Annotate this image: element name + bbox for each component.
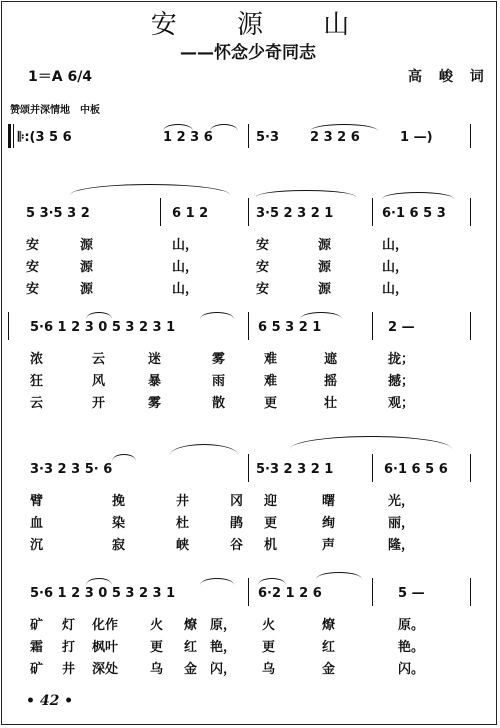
slur	[170, 444, 238, 455]
measure-notes: 3·3 2 3 5· 6	[30, 462, 113, 477]
measure-notes: 3·5 2 3 2 1	[256, 206, 334, 221]
barline	[372, 578, 373, 606]
barline	[470, 312, 471, 340]
barline	[248, 312, 249, 340]
slur	[382, 192, 454, 199]
intro-system	[0, 118, 500, 158]
measure-notes: 6·1 6 5 6	[384, 462, 448, 477]
barline	[470, 454, 471, 482]
slur	[316, 572, 362, 579]
slur	[258, 578, 286, 585]
measure-notes: 5 —	[398, 586, 425, 601]
barline	[372, 454, 373, 482]
barline	[248, 198, 249, 226]
measure-notes: 6·1 6 5 3	[382, 206, 446, 221]
barline	[13, 124, 14, 148]
barline	[470, 198, 471, 226]
intro-measure-5: 1 —)	[400, 130, 433, 145]
intro-measure-2: 1 2 3 6	[163, 130, 213, 145]
measure-notes: 5 3·5 3 2	[26, 206, 90, 221]
intro-measure-4: 2 3 2 6	[310, 130, 360, 145]
slur	[200, 578, 234, 585]
measure-notes: 5·6 1 2 3 0 5 3 2 3 1	[30, 586, 176, 601]
barline	[470, 578, 471, 606]
barline	[8, 312, 9, 340]
measure-notes: 6 1 2	[172, 206, 209, 221]
measure-notes: 5·6 1 2 3 0 5 3 2 3 1	[30, 320, 176, 335]
measure-notes: 6·2 1 2 6	[258, 586, 322, 601]
barline	[470, 124, 471, 148]
slur	[86, 312, 112, 319]
music-system-4: 5·6 1 2 3 0 5 3 2 3 1 6·2 1 2 6 5 — 矿 灯 化作 火 燎 原， 火 燎 原。 霜 打 枫叶 更 红 艳， 更 红 艳。 矿 井 深处 乌 金 闪， 乌 金 闪。	[0, 570, 500, 680]
slur	[200, 312, 234, 319]
intro-measure-1: 𝄆:(3 5 6	[18, 130, 72, 145]
music-system-3: 3·3 2 3 5· 6 5·3 2 3 2 1 6·1 6 5 6 臂 挽 井 冈 迎 曙 光， 血 染 杜 鹃 更 绚 丽， 沉 寂 峡 谷 机 声 隆，	[0, 446, 500, 556]
barline	[160, 198, 161, 226]
start-barline	[8, 124, 11, 148]
intro-measure-3: 5·3	[256, 130, 280, 145]
slur	[86, 578, 112, 585]
slur	[210, 124, 238, 131]
song-title: 安 源 山	[150, 10, 376, 40]
slur	[310, 124, 378, 131]
barline	[372, 198, 373, 226]
page-number: • 42 •	[26, 693, 74, 709]
key-signature: 1＝A 6/4	[28, 69, 93, 85]
tempo-marking: 赞颂并深情地 中板	[10, 105, 100, 116]
measure-notes: 2 —	[388, 320, 415, 335]
music-system-2: 5·6 1 2 3 0 5 3 2 3 1 6 5 3 2 1 2 — 浓 云 迷 雾 难 遮 拢； 狂 风 暴 雨 难 摇 撼； 云 开 雾 散 更 壮 观；	[0, 304, 500, 414]
barline	[248, 454, 249, 482]
song-subtitle: ——怀念少奇同志	[180, 43, 316, 63]
music-system-1: 5 3·5 3 2 6 1 2 3·5 2 3 2 1 6·1 6 5 3 安 源 山， 安 源 山， 安 源 山， 安 源 山， 安 源 山， 安 源 山，	[0, 190, 500, 310]
slur	[256, 190, 356, 197]
lyricist-credit: 高 峻 词	[408, 69, 490, 85]
slur	[300, 312, 342, 319]
measure-notes: 6 5 3 2 1	[258, 320, 322, 335]
measure-notes: 5·3 2 3 2 1	[256, 462, 334, 477]
slur	[112, 454, 136, 461]
slur	[163, 124, 193, 131]
barline	[248, 578, 249, 606]
barline	[248, 124, 249, 148]
barline	[372, 312, 373, 340]
